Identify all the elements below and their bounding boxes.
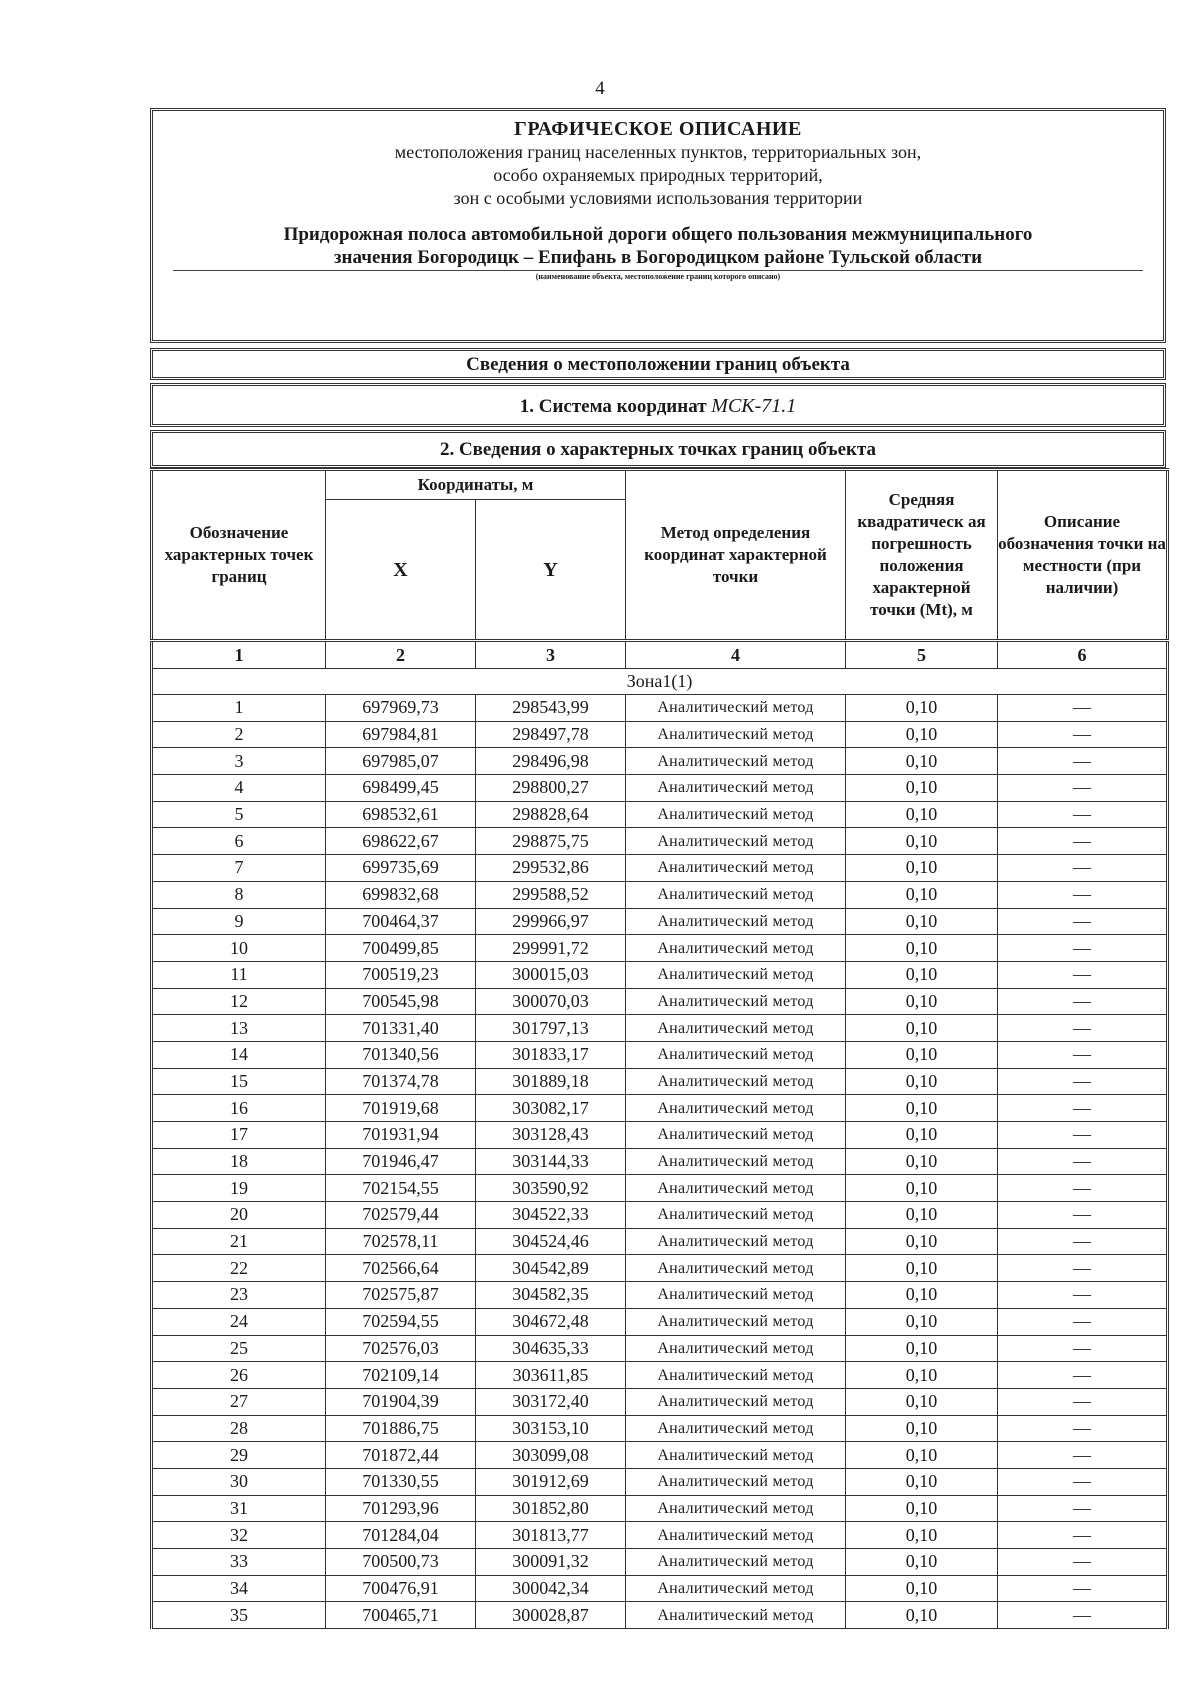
description-cell: — [998,721,1168,748]
method-cell: Аналитический метод [626,1522,846,1549]
coord-x: 702579,44 [326,1202,476,1229]
coord-system-heading [150,383,1166,427]
method-cell: Аналитический метод [626,935,846,962]
coord-y: 304635,33 [476,1335,626,1362]
column-number-row [152,641,1168,669]
point-number: 21 [152,1228,326,1255]
method-cell: Аналитический метод [626,1041,846,1068]
accuracy-cell: 0,10 [846,828,998,855]
point-number: 22 [152,1255,326,1282]
table-row [152,1202,1168,1229]
accuracy-cell: 0,10 [846,961,998,988]
accuracy-cell: 0,10 [846,855,998,882]
coord-y: 300015,03 [476,961,626,988]
point-number: 12 [152,988,326,1015]
point-number: 23 [152,1282,326,1309]
accuracy-cell: 0,10 [846,721,998,748]
coord-x: 697984,81 [326,721,476,748]
document-title: ГРАФИЧЕСКОЕ ОПИСАНИЕ [514,118,802,140]
accuracy-cell: 0,10 [846,1041,998,1068]
description-cell: — [998,1122,1168,1149]
coord-y: 300042,34 [476,1575,626,1602]
method-cell: Аналитический метод [626,961,846,988]
coord-y: 303590,92 [476,1175,626,1202]
table-row [152,1575,1168,1602]
accuracy-cell: 0,10 [846,1442,998,1469]
accuracy-cell: 0,10 [846,1549,998,1576]
coord-y: 298828,64 [476,801,626,828]
table-row [152,1522,1168,1549]
method-cell: Аналитический метод [626,1388,846,1415]
accuracy-cell: 0,10 [846,1522,998,1549]
method-cell: Аналитический метод [626,775,846,802]
method-cell: Аналитический метод [626,1362,846,1389]
description-cell: — [998,1388,1168,1415]
coord-y: 303172,40 [476,1388,626,1415]
table-row [152,801,1168,828]
coord-x: 701872,44 [326,1442,476,1469]
accuracy-cell: 0,10 [846,775,998,802]
coord-x: 702566,64 [326,1255,476,1282]
header-designation: Обозначение характерных точек границ [152,470,326,641]
table-row [152,1255,1168,1282]
description-cell: — [998,935,1168,962]
coord-x: 700545,98 [326,988,476,1015]
description-cell: — [998,1442,1168,1469]
table-row [152,1415,1168,1442]
accuracy-cell: 0,10 [846,1415,998,1442]
point-number: 4 [152,775,326,802]
table-row [152,1068,1168,1095]
description-cell: — [998,1148,1168,1175]
method-cell: Аналитический метод [626,1202,846,1229]
description-cell: — [998,1602,1168,1629]
object-name-line-1: Придорожная полоса автомобильной дороги общего пользования межмуниципального [283,224,1033,245]
header-accuracy: Средняя квадратическ ая погрешность положения характерной точки (Mt), м [846,470,998,641]
point-number: 5 [152,801,326,828]
description-cell: — [998,1575,1168,1602]
table-row [152,1442,1168,1469]
coord-x: 702576,03 [326,1335,476,1362]
accuracy-cell: 0,10 [846,1015,998,1042]
description-cell: — [998,1175,1168,1202]
method-cell: Аналитический метод [626,1255,846,1282]
coord-x: 701293,96 [326,1495,476,1522]
coord-x: 700519,23 [326,961,476,988]
method-cell: Аналитический метод [626,1015,846,1042]
coord-y: 299966,97 [476,908,626,935]
accuracy-cell: 0,10 [846,1095,998,1122]
coord-y: 303128,43 [476,1122,626,1149]
method-cell: Аналитический метод [626,1282,846,1309]
point-number: 27 [152,1388,326,1415]
accuracy-cell: 0,10 [846,908,998,935]
coord-x: 701284,04 [326,1522,476,1549]
description-cell: — [998,1282,1168,1309]
table-row [152,1362,1168,1389]
accuracy-cell: 0,10 [846,1335,998,1362]
table-row [152,988,1168,1015]
method-cell: Аналитический метод [626,1228,846,1255]
coord-y: 298543,99 [476,695,626,722]
method-cell: Аналитический метод [626,988,846,1015]
accuracy-cell: 0,10 [846,1308,998,1335]
table-row [152,961,1168,988]
section-points-heading: 2. Сведения о характерных точках границ объекта [150,430,1166,468]
coord-x: 702578,11 [326,1228,476,1255]
coord-x: 697985,07 [326,748,476,775]
table-row [152,1175,1168,1202]
table-row [152,1388,1168,1415]
coord-y: 303611,85 [476,1362,626,1389]
accuracy-cell: 0,10 [846,1148,998,1175]
table-row [152,1308,1168,1335]
coord-y: 298497,78 [476,721,626,748]
coord-y: 301889,18 [476,1068,626,1095]
table-row [152,1015,1168,1042]
method-cell: Аналитический метод [626,1442,846,1469]
point-number: 17 [152,1122,326,1149]
coord-y: 298496,98 [476,748,626,775]
description-cell: — [998,1095,1168,1122]
column-number: 5 [846,641,998,669]
method-cell: Аналитический метод [626,828,846,855]
section-location-heading: Сведения о местоположении границ объекта [150,348,1166,380]
zone-label: Зона1(1) [152,669,1168,695]
description-cell: — [998,1255,1168,1282]
header-block [150,108,1166,343]
point-number: 11 [152,961,326,988]
table-row [152,881,1168,908]
object-name [153,223,1163,269]
coord-y: 301813,77 [476,1522,626,1549]
coord-x: 701919,68 [326,1095,476,1122]
coord-x: 700476,91 [326,1575,476,1602]
accuracy-cell: 0,10 [846,1362,998,1389]
column-number: 3 [476,641,626,669]
object-caption: (наименование объекта, местоположение границ которого описано) [535,272,781,281]
subtitle-line-3: зон с особыми условиями использования территории [453,188,863,208]
table-row [152,1282,1168,1309]
method-cell: Аналитический метод [626,1549,846,1576]
coord-y: 304582,35 [476,1282,626,1309]
accuracy-cell: 0,10 [846,1255,998,1282]
method-cell: Аналитический метод [626,1602,846,1629]
table-row [152,935,1168,962]
header-method: Метод определения координат характерной точки [626,470,846,641]
description-cell: — [998,855,1168,882]
point-number: 19 [152,1175,326,1202]
method-cell: Аналитический метод [626,1122,846,1149]
method-cell: Аналитический метод [626,1495,846,1522]
accuracy-cell: 0,10 [846,801,998,828]
point-number: 7 [152,855,326,882]
header-description: Описание обозначения точки на местности (при наличии) [998,470,1168,641]
point-number: 24 [152,1308,326,1335]
coord-x: 699735,69 [326,855,476,882]
accuracy-cell: 0,10 [846,1175,998,1202]
point-number: 2 [152,721,326,748]
coord-y: 299532,86 [476,855,626,882]
description-cell: — [998,1415,1168,1442]
table-row [152,908,1168,935]
point-number: 18 [152,1148,326,1175]
method-cell: Аналитический метод [626,855,846,882]
method-cell: Аналитический метод [626,908,846,935]
coord-y: 300070,03 [476,988,626,1015]
header-y: Y [476,500,626,641]
header-x: X [326,500,476,641]
coord-y: 303153,10 [476,1415,626,1442]
method-cell: Аналитический метод [626,1308,846,1335]
description-cell: — [998,1335,1168,1362]
coord-x: 702575,87 [326,1282,476,1309]
method-cell: Аналитический метод [626,1575,846,1602]
method-cell: Аналитический метод [626,1148,846,1175]
accuracy-cell: 0,10 [846,881,998,908]
table-row [152,1602,1168,1629]
description-cell: — [998,1202,1168,1229]
description-cell: — [998,1228,1168,1255]
accuracy-cell: 0,10 [846,1602,998,1629]
accuracy-cell: 0,10 [846,1575,998,1602]
coord-x: 701931,94 [326,1122,476,1149]
coord-x: 698499,45 [326,775,476,802]
page-number: 4 [595,78,605,99]
object-name-line-2: значения Богородицк – Епифань в Богородицком районе Тульской области [333,247,983,268]
accuracy-cell: 0,10 [846,1068,998,1095]
point-number: 35 [152,1602,326,1629]
coord-x: 700464,37 [326,908,476,935]
column-number: 2 [326,641,476,669]
coord-y: 299588,52 [476,881,626,908]
column-number: 6 [998,641,1168,669]
point-number: 31 [152,1495,326,1522]
points-table [150,468,1169,1629]
method-cell: Аналитический метод [626,695,846,722]
method-cell: Аналитический метод [626,1068,846,1095]
subtitle-line-2: особо охраняемых природных территорий, [493,165,823,185]
table-row [152,695,1168,722]
point-number: 30 [152,1468,326,1495]
point-number: 14 [152,1041,326,1068]
coord-x: 701904,39 [326,1388,476,1415]
point-number: 6 [152,828,326,855]
description-cell: — [998,1362,1168,1389]
coord-x: 701340,56 [326,1041,476,1068]
table-row [152,1148,1168,1175]
description-cell: — [998,828,1168,855]
description-cell: — [998,988,1168,1015]
accuracy-cell: 0,10 [846,1388,998,1415]
coord-x: 701886,75 [326,1415,476,1442]
accuracy-cell: 0,10 [846,1282,998,1309]
header-coords: Координаты, м [326,470,626,500]
accuracy-cell: 0,10 [846,935,998,962]
coord-y: 303144,33 [476,1148,626,1175]
point-number: 33 [152,1549,326,1576]
coord-x: 700499,85 [326,935,476,962]
coord-y: 304524,46 [476,1228,626,1255]
coord-y: 304542,89 [476,1255,626,1282]
point-number: 28 [152,1415,326,1442]
point-number: 26 [152,1362,326,1389]
coord-x: 697969,73 [326,695,476,722]
coord-y: 299991,72 [476,935,626,962]
point-number: 25 [152,1335,326,1362]
method-cell: Аналитический метод [626,748,846,775]
point-number: 1 [152,695,326,722]
table-row [152,1095,1168,1122]
document-frame [150,108,1166,1629]
table-row [152,1495,1168,1522]
coord-x: 701330,55 [326,1468,476,1495]
method-cell: Аналитический метод [626,801,846,828]
description-cell: — [998,775,1168,802]
description-cell: — [998,801,1168,828]
coord-y: 301833,17 [476,1041,626,1068]
coord-y: 301912,69 [476,1468,626,1495]
accuracy-cell: 0,10 [846,988,998,1015]
accuracy-cell: 0,10 [846,1495,998,1522]
point-number: 15 [152,1068,326,1095]
coord-x: 702594,55 [326,1308,476,1335]
accuracy-cell: 0,10 [846,748,998,775]
table-row [152,1468,1168,1495]
coord-x: 702154,55 [326,1175,476,1202]
description-cell: — [998,881,1168,908]
method-cell: Аналитический метод [626,1415,846,1442]
description-cell: — [998,908,1168,935]
coord-x: 698532,61 [326,801,476,828]
description-cell: — [998,1468,1168,1495]
description-cell: — [998,1522,1168,1549]
accuracy-cell: 0,10 [846,695,998,722]
column-number: 1 [152,641,326,669]
coord-x: 701946,47 [326,1148,476,1175]
coord-x: 701374,78 [326,1068,476,1095]
description-cell: — [998,748,1168,775]
coord-y: 304522,33 [476,1202,626,1229]
accuracy-cell: 0,10 [846,1202,998,1229]
coord-x: 700500,73 [326,1549,476,1576]
method-cell: Аналитический метод [626,1175,846,1202]
coord-y: 298875,75 [476,828,626,855]
coord-x: 699832,68 [326,881,476,908]
coord-y: 303099,08 [476,1442,626,1469]
coord-y: 300091,32 [476,1549,626,1576]
method-cell: Аналитический метод [626,1468,846,1495]
coord-x: 698622,67 [326,828,476,855]
coord-system-label: 1. Система координат [519,396,707,417]
coord-x: 700465,71 [326,1602,476,1629]
point-number: 16 [152,1095,326,1122]
description-cell: — [998,1308,1168,1335]
description-cell: — [998,1015,1168,1042]
description-cell: — [998,1549,1168,1576]
table-row [152,775,1168,802]
accuracy-cell: 0,10 [846,1228,998,1255]
coord-y: 301797,13 [476,1015,626,1042]
method-cell: Аналитический метод [626,721,846,748]
point-number: 3 [152,748,326,775]
coord-y: 303082,17 [476,1095,626,1122]
table-row [152,1549,1168,1576]
description-cell: — [998,1068,1168,1095]
subtitle-line-1: местоположения границ населенных пунктов, территориальных зон, [394,142,922,162]
description-cell: — [998,695,1168,722]
column-number: 4 [626,641,846,669]
point-number: 32 [152,1522,326,1549]
table-row [152,1228,1168,1255]
method-cell: Аналитический метод [626,1335,846,1362]
table-row [152,828,1168,855]
method-cell: Аналитический метод [626,881,846,908]
coord-y: 304672,48 [476,1308,626,1335]
table-row [152,1335,1168,1362]
coord-y: 298800,27 [476,775,626,802]
description-cell: — [998,1041,1168,1068]
method-cell: Аналитический метод [626,1095,846,1122]
coord-x: 702109,14 [326,1362,476,1389]
coord-y: 301852,80 [476,1495,626,1522]
zone-row [152,669,1168,695]
description-cell: — [998,1495,1168,1522]
table-row [152,748,1168,775]
point-number: 9 [152,908,326,935]
description-cell: — [998,961,1168,988]
table-row [152,1122,1168,1149]
point-number: 10 [152,935,326,962]
point-number: 29 [152,1442,326,1469]
coord-x: 701331,40 [326,1015,476,1042]
point-number: 20 [152,1202,326,1229]
coord-y: 300028,87 [476,1602,626,1629]
table-row [152,721,1168,748]
point-number: 34 [152,1575,326,1602]
table-row [152,1041,1168,1068]
point-number: 13 [152,1015,326,1042]
coord-system-value: МСК-71.1 [711,395,797,417]
accuracy-cell: 0,10 [846,1468,998,1495]
accuracy-cell: 0,10 [846,1122,998,1149]
table-row [152,855,1168,882]
point-number: 8 [152,881,326,908]
